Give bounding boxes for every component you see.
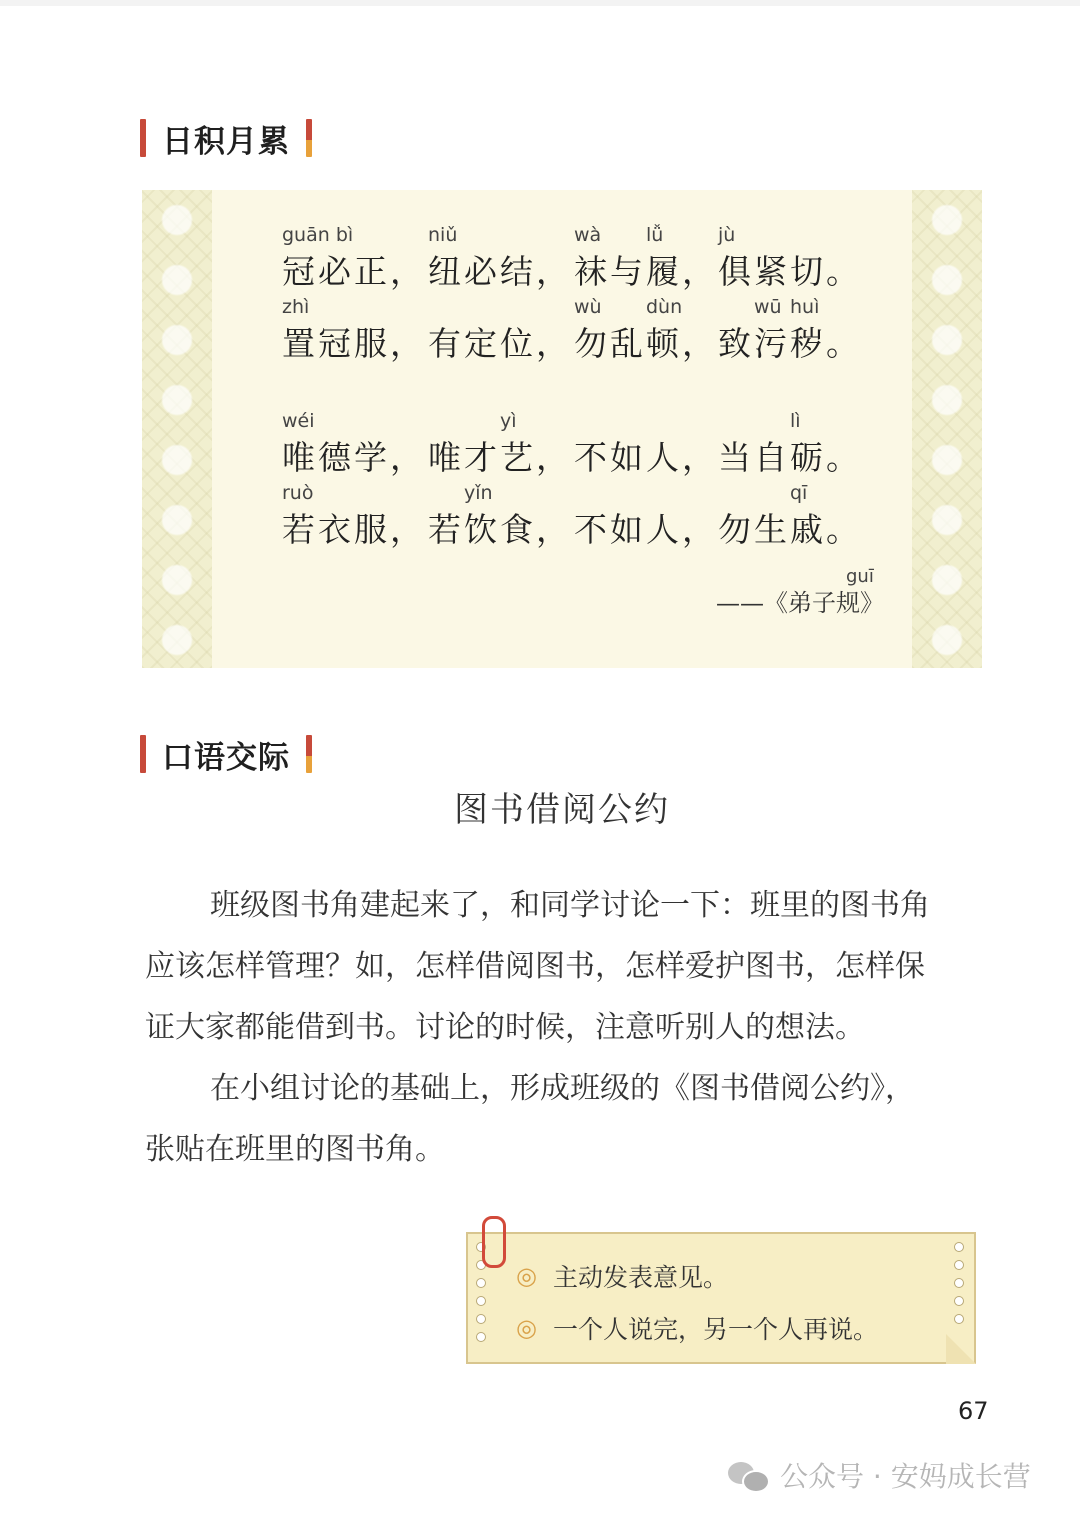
pinyin: huì <box>790 296 820 318</box>
pinyin: lì <box>790 410 801 432</box>
poem-text: 唯德学， <box>282 438 426 477</box>
pinyin: yǐn <box>464 482 493 504</box>
paperclip-icon <box>482 1216 506 1268</box>
wechat-icon <box>728 1460 768 1490</box>
binder-holes-right <box>954 1242 966 1324</box>
tip-text: 主动发表意见。 <box>552 1263 728 1292</box>
section-title: 日积月累 <box>162 123 290 160</box>
pinyin: wéi <box>282 410 315 432</box>
top-edge <box>0 0 1080 6</box>
poem-text: 冠必正， <box>282 252 426 291</box>
pinyin: wù <box>574 296 602 318</box>
section-bar-left <box>140 735 146 773</box>
poem-text: 纽必结， <box>428 252 572 291</box>
pinyin: jù <box>718 224 736 246</box>
watermark-text: 公众号 · 安妈成长营 <box>780 1460 1031 1493</box>
paragraph-line: 证大家都能借到书。讨论的时候，注意听别人的想法。 <box>145 1010 865 1045</box>
pinyin: zhì <box>282 296 310 318</box>
tip-item <box>516 1310 878 1346</box>
decorative-pattern-left <box>142 190 212 668</box>
pinyin: lǚ <box>646 224 664 246</box>
pinyin: ruò <box>282 482 314 504</box>
paragraph-line: 在小组讨论的基础上，形成班级的《图书借阅公约》， <box>210 1071 915 1106</box>
watermark <box>728 1455 1031 1495</box>
tip-text: 一个人说完，另一个人再说。 <box>552 1315 878 1344</box>
lesson-body <box>145 875 985 1180</box>
paragraph-line: 张贴在班里的图书角。 <box>145 1132 445 1167</box>
poem-text: 俱紧切。 <box>718 252 862 291</box>
poem-text: 若饮食， <box>428 510 572 549</box>
paragraph-line: 应该怎样管理？如，怎样借阅图书，怎样爱护图书，怎样保 <box>145 949 925 984</box>
poem-text: 勿乱顿， <box>574 324 718 363</box>
pinyin: dùn <box>646 296 683 318</box>
poem-text: 有定位， <box>428 324 572 363</box>
lesson-title: 图书借阅公约 <box>454 790 670 830</box>
pinyin: wà <box>574 224 602 246</box>
bullet-icon: ◎ <box>516 1314 537 1342</box>
pinyin: guān bì <box>282 224 354 246</box>
section-header-oral <box>140 734 312 774</box>
decorative-pattern-right <box>912 190 982 668</box>
pinyin: qī <box>790 482 808 504</box>
poem-text: 唯才艺， <box>428 438 572 477</box>
poem-text: 勿生戚。 <box>718 510 862 549</box>
pinyin: niǔ <box>428 224 458 246</box>
section-bar-right <box>306 119 312 157</box>
poem-text: 不如人， <box>574 510 718 549</box>
page-curl <box>946 1334 976 1364</box>
bullet-icon: ◎ <box>516 1262 537 1290</box>
section-title: 口语交际 <box>162 739 290 776</box>
poem-source: ——《弟子规》 <box>716 589 884 617</box>
poem-text: 致污秽。 <box>718 324 862 363</box>
poem-text: 置冠服， <box>282 324 426 363</box>
pinyin: yì <box>500 410 517 432</box>
section-bar-left <box>140 119 146 157</box>
poem-text: 当自砺。 <box>718 438 862 477</box>
paragraph-line: 班级图书角建起来了，和同学讨论一下：班里的图书角 <box>210 888 930 923</box>
pinyin: wū <box>754 296 782 318</box>
poem-text: 不如人， <box>574 438 718 477</box>
poem-text: 若衣服， <box>282 510 426 549</box>
section-bar-right <box>306 735 312 773</box>
tip-item <box>516 1258 728 1294</box>
tips-note <box>466 1232 976 1364</box>
poem-text: 袜与履， <box>574 252 718 291</box>
source-pinyin: guī <box>846 566 874 587</box>
page-number: 67 <box>958 1397 989 1425</box>
section-header-accumulation <box>140 118 312 158</box>
